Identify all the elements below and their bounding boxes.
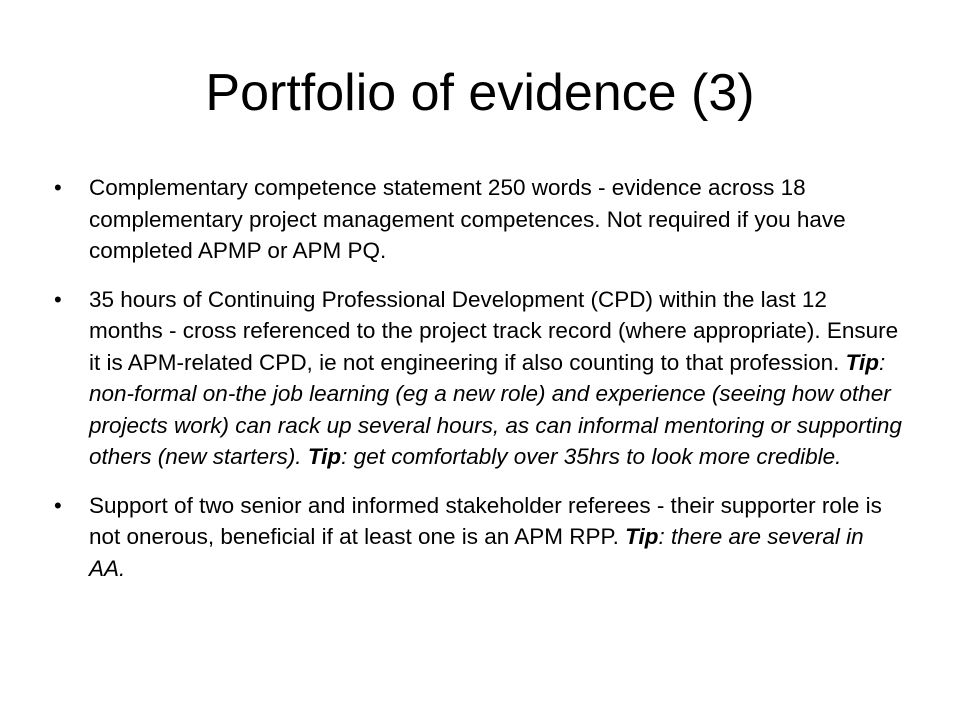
bullet-item-statement <box>52 172 902 267</box>
bullet-item-cpd <box>52 284 902 473</box>
bullet-text: 35 hours of Continuing Professional Development (CPD) within the last 12 months - cross referenced to the project track record (where appropriate). Ensure it is APM-related CPD, ie not engineering if also counting to that profession. <box>89 286 899 375</box>
bullet-list <box>52 172 902 584</box>
bullet-icon: • <box>54 175 62 200</box>
bullet-icon: • <box>54 286 62 312</box>
tip-label: Tip <box>307 444 342 469</box>
bullet-text: Complementary competence statement 250 words - evidence across 18 complementary project management competences. Not required if you have completed APMP or APM PQ. <box>89 175 846 263</box>
tip-label: Tip <box>625 524 659 549</box>
tip-text: : get comfortably over 35hrs to look more credible. <box>341 444 842 469</box>
bullet-icon: • <box>54 492 62 518</box>
bullet-item-referees <box>52 490 902 585</box>
bullet-text: Support of two senior and informed stakeholder referees - their supporter role is not onerous, beneficial if at least one is an APM RPP. <box>89 492 882 549</box>
tip-label: Tip <box>845 349 880 375</box>
slide-title: Portfolio of evidence (3) <box>205 64 755 122</box>
tip-text: : non-formal on-the job learning (eg a new role) and experience (seeing how other projects work) can rack up several hours, as can informal mentoring or supporting others (new starters). <box>89 349 902 469</box>
tip-text: : there are several in AA. <box>89 524 864 581</box>
